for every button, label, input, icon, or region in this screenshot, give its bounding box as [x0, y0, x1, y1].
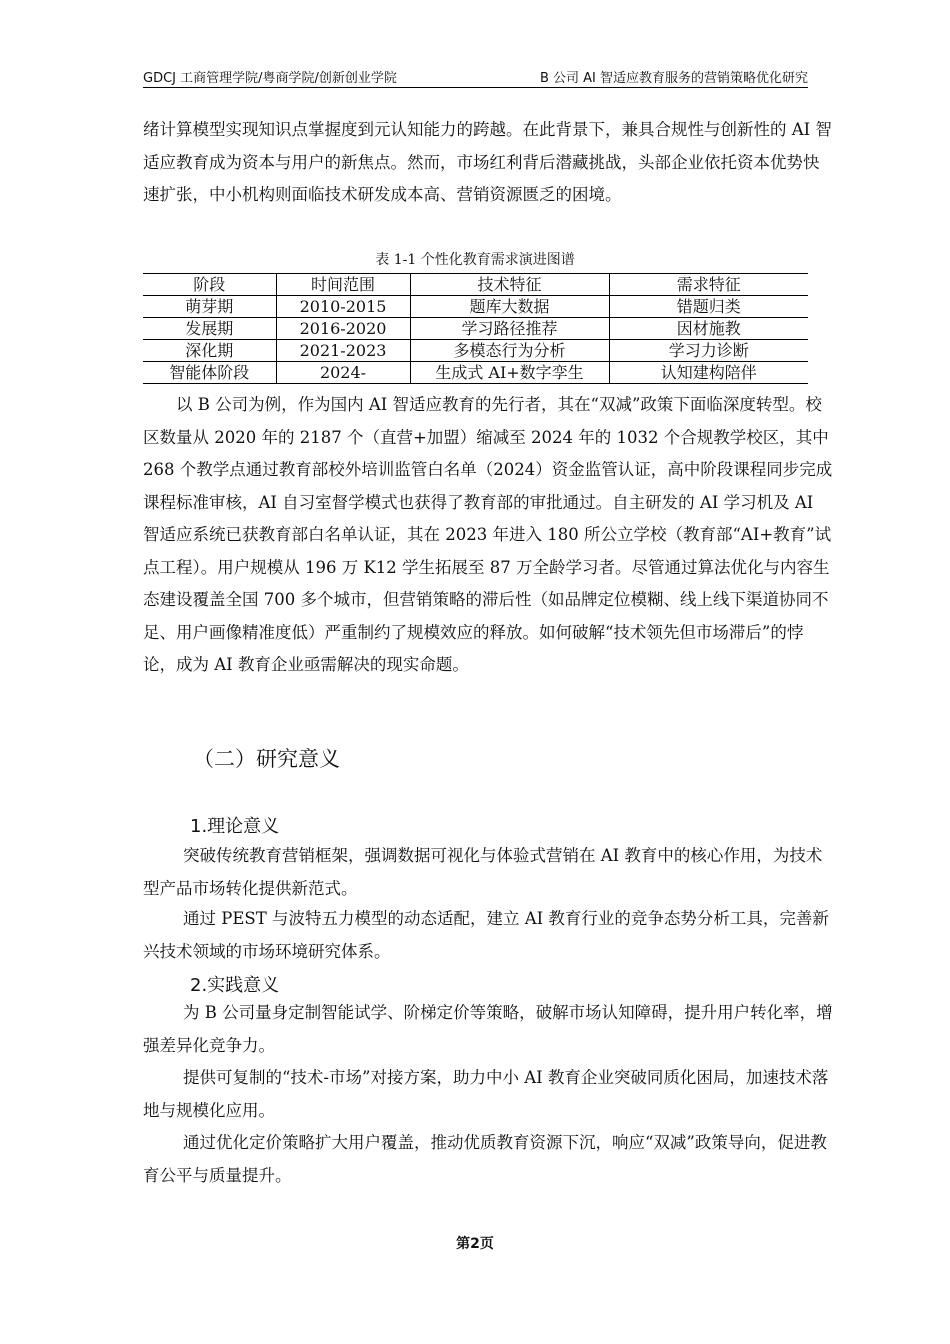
theory-subtitle: 1.理论意义: [190, 816, 280, 837]
theory-paragraph: 突破传统教育营销框架，强调数据可视化与体验式营销在 AI 教育中的核心作用，为技术型产品市场转化提供新范式。: [143, 846, 823, 898]
table-cell: 错题归类: [609, 296, 808, 318]
intro-paragraph: 绪计算模型实现知识点掌握度到元认知能力的跨越。在此背景下，兼具合规性与创新性的 AI 智适应教育成为资本与用户的新焦点。然而，市场红利背后潜藏挑战，头部企业依托资本优势快速扩张，中小机构则面临技术研发成本高、营销资源匮乏的困境。: [143, 120, 832, 204]
theory-paragraph: 通过 PEST 与波特五力模型的动态适配，建立 AI 教育行业的竞争态势分析工具，完善新兴技术领域的市场环境研究体系。: [143, 909, 829, 961]
table-caption: 表 1-1 个性化教育需求演进图谱: [375, 252, 575, 268]
table-cell: 生成式 AI+数字孪生: [410, 362, 609, 384]
table-row: [143, 340, 808, 362]
table-cell: 2024-: [276, 362, 410, 384]
table-cell: 学习力诊断: [609, 340, 808, 362]
table-cell: 智能体阶段: [143, 362, 276, 384]
practice-paragraph: 通过优化定价策略扩大用户覆盖，推动优质教育资源下沉，响应“双减”政策导向，促进教育公平与质量提升。: [143, 1133, 827, 1185]
table-header-cell: 需求特征: [609, 274, 808, 296]
page-number: 第2页: [456, 1236, 494, 1252]
table-cell: 2021-2023: [276, 340, 410, 362]
practice-paragraph: 为 B 公司量身定制智能试学、阶梯定价等策略，破解市场认知障碍，提升用户转化率，增强差异化竞争力。: [143, 1003, 833, 1055]
table-cell: 多模态行为分析: [410, 340, 609, 362]
header-title: B 公司 AI 智适应教育服务的营销策略优化研究: [539, 71, 808, 86]
practice-paragraph: 提供可复制的“技术-市场”对接方案，助力中小 AI 教育企业突破同质化困局，加速技术落地与规模化应用。: [143, 1068, 829, 1120]
table-cell: 认知建构陪伴: [609, 362, 808, 384]
table-header-cell: 阶段: [143, 274, 276, 296]
table-cell: 2010-2015: [276, 296, 410, 318]
table-cell: 2016-2020: [276, 318, 410, 340]
practice-subtitle: 2.实践意义: [190, 975, 280, 996]
table-header-cell: 时间范围: [276, 274, 410, 296]
table-cell: 学习路径推荐: [410, 318, 609, 340]
table-row: [143, 296, 808, 318]
table-row: [143, 318, 808, 340]
table-cell: 题库大数据: [410, 296, 609, 318]
demand-evolution-table: [143, 273, 808, 384]
table-header-row: [143, 274, 808, 296]
table-row: [143, 362, 808, 384]
header-institution: GDCJ 工商管理学院/粤商学院/创新创业学院: [143, 71, 397, 86]
table-cell: 深化期: [143, 340, 276, 362]
section-title: （二）研究意义: [193, 747, 340, 771]
table-header-cell: 技术特征: [410, 274, 609, 296]
table-cell: 发展期: [143, 318, 276, 340]
company-paragraph: 以 B 公司为例，作为国内 AI 智适应教育的先行者，其在“双减”政策下面临深度转型。校区数量从 2020 年的 2187 个（直营+加盟）缩减至 2024 年的 1032 个合规教学校区，其中 268 个教学点通过教育部校外培训监管白名单（2024）资金监管认证，高中阶段课程同步完成课程标准审核，AI 自习室督学模式也获得了教育部的审批通过。自主研发的 AI 学习机及 AI 智适应系统已获教育部白名单认证，其在 2023 年进入 180 所公立学校（教育部“AI+教育”试点工程）。用户规模从 196 万 K12 学生拓展至 87 万全龄学习者。尽管通过算法优化与内容生态建设覆盖全国 700 多个城市，但营销策略的滞后性（如品牌定位模糊、线上线下渠道协同不足、用户画像精准度低）严重制约了规模效应的释放。如何破解“技术领先但市场滞后”的悖论，成为 AI 教育企业亟需解决的现实命题。: [143, 395, 833, 674]
table-cell: 萌芽期: [143, 296, 276, 318]
page-header: [143, 67, 808, 88]
table-cell: 因材施教: [609, 318, 808, 340]
